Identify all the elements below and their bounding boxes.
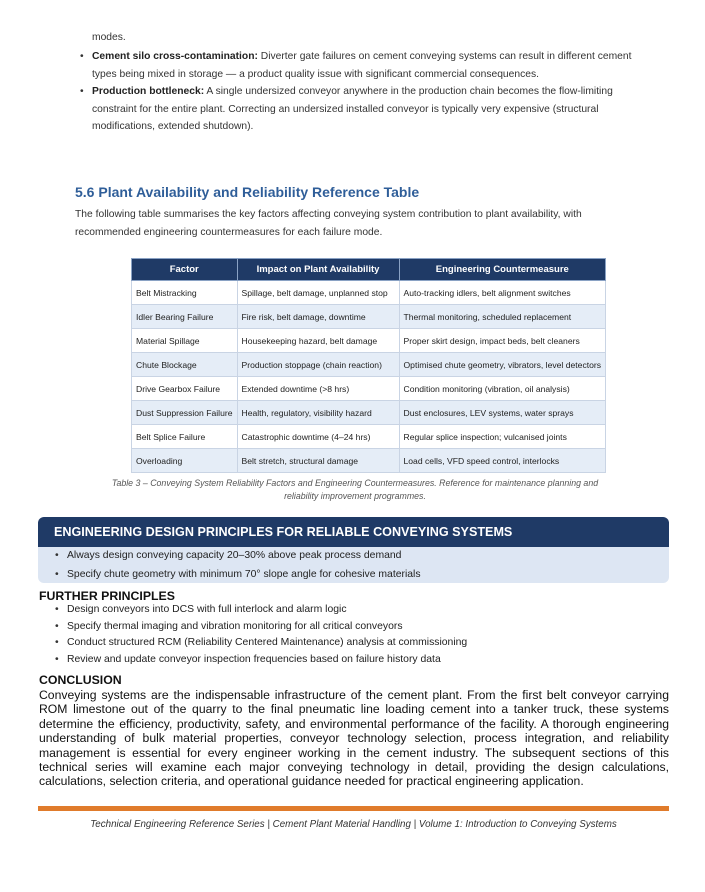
table-cell: Dust enclosures, LEV systems, water sprays <box>399 401 606 425</box>
banner-list <box>50 546 421 584</box>
table-cell: Condition monitoring (vibration, oil analysis) <box>399 377 606 401</box>
table-cell: Regular splice inspection; vulcanised joints <box>399 425 606 449</box>
table-cell: Dust Suppression Failure <box>132 401 238 425</box>
footer-rule <box>38 806 669 811</box>
table-row <box>132 305 606 329</box>
table-cell: Belt Mistracking <box>132 281 238 305</box>
list-item: • Specify thermal imaging and vibration monitoring for all critical conveyors <box>50 619 650 636</box>
table-cell: Health, regulatory, visibility hazard <box>237 401 399 425</box>
conclusion-heading: CONCLUSION <box>39 673 122 687</box>
table-row <box>132 449 606 473</box>
footer-text: Technical Engineering Reference Series | Cement Plant Material Handling | Volume 1: Introduction to Conveying Systems <box>90 819 617 830</box>
table-cell: Housekeeping hazard, belt damage <box>237 329 399 353</box>
caption-line: Table 3 – Conveying System Reliability Factors and Engineering Countermeasures. Reference for maintenance planning and <box>111 478 599 488</box>
column-header-countermeasure: Engineering Countermeasure <box>399 259 606 281</box>
table-cell: Production stoppage (chain reaction) <box>237 353 399 377</box>
conclusion-text: Conveying systems are the indispensable infrastructure of the cement plant. From the first belt conveyor carrying ROM limestone out of the quarry to the final pneumatic line loading cement into a tanker truck, these systems determine the efficiency, productivity, safety, and environmental performance of the facility. A thorough engineering understanding of bulk material properties, conveyor technology selection, process integration, and reliability management is essential for every engineer working in the cement industry. The subsequent sections of this technical series will examine each major conveying technology in detail, providing the design calculations, calculations, selection criteria, and operational guidance needed for practical engineering application. <box>39 688 669 789</box>
table-row <box>132 281 606 305</box>
column-header-impact: Impact on Plant Availability <box>237 259 399 281</box>
table-cell: Thermal monitoring, scheduled replacement <box>399 305 606 329</box>
banner-title: ENGINEERING DESIGN PRINCIPLES FOR RELIABLE CONVEYING SYSTEMS <box>54 525 513 539</box>
list-item: • Review and update conveyor inspection frequencies based on failure history data <box>50 652 650 669</box>
further-principles-list <box>50 602 650 668</box>
table-cell: Proper skirt design, impact beds, belt cleaners <box>399 329 606 353</box>
banner-body <box>38 547 669 583</box>
column-header-factor: Factor <box>132 259 238 281</box>
table-cell: Auto-tracking idlers, belt alignment switches <box>399 281 606 305</box>
section-title: 5.6 Plant Availability and Reliability Reference Table <box>75 184 420 200</box>
bullet-lead: Production bottleneck: <box>92 86 205 97</box>
table-row <box>132 425 606 449</box>
table-cell: Fire risk, belt damage, downtime <box>237 305 399 329</box>
section-intro: The following table summarises the key factors affecting conveying system contribution to plant availability, with recommended engineering countermeasures for each failure mode. <box>75 209 582 238</box>
table-cell: Overloading <box>132 449 238 473</box>
table-cell: Belt stretch, structural damage <box>237 449 399 473</box>
list-item: • Design conveyors into DCS with full interlock and alarm logic <box>50 602 650 619</box>
reliability-table <box>131 258 606 473</box>
table-cell: Catastrophic downtime (4–24 hrs) <box>237 425 399 449</box>
table-cell: Belt Splice Failure <box>132 425 238 449</box>
bullet-text: Diverter gate failures on cement conveying systems can result in different cement types being mixed in storage — a product quality issue with significant commercial consequences. <box>92 51 632 80</box>
table-cell: Spillage, belt damage, unplanned stop <box>237 281 399 305</box>
table-row <box>132 329 606 353</box>
table-cell: Drive Gearbox Failure <box>132 377 238 401</box>
table-cell: Load cells, VFD speed control, interlocks <box>399 449 606 473</box>
risk-bullet-list <box>75 48 635 136</box>
list-item: • Always design conveying capacity 20–30% above peak process demand <box>50 546 421 565</box>
table-header-row <box>132 259 606 281</box>
table-cell: Optimised chute geometry, vibrators, level detectors <box>399 353 606 377</box>
bullet-lead: Cement silo cross-contamination: <box>92 51 258 62</box>
table-cell: Material Spillage <box>132 329 238 353</box>
further-principles-heading: FURTHER PRINCIPLES <box>39 589 175 603</box>
table-row <box>132 377 606 401</box>
table-cell: Extended downtime (>8 hrs) <box>237 377 399 401</box>
table-row <box>132 401 606 425</box>
list-item <box>75 48 635 83</box>
intro-tail: modes. <box>92 32 126 43</box>
list-item: • Conduct structured RCM (Reliability Centered Maintenance) analysis at commissioning <box>50 635 650 652</box>
table-row <box>132 353 606 377</box>
table-caption <box>60 477 650 503</box>
design-principles-banner <box>38 517 669 547</box>
table-cell: Idler Bearing Failure <box>132 305 238 329</box>
table-cell: Chute Blockage <box>132 353 238 377</box>
caption-line: reliability improvement programmes. <box>284 491 426 501</box>
bullet-text: A single undersized conveyor anywhere in the production chain becomes the flow-limiting constraint for the entire plant. Correcting an undersized installed conveyor is typically very expensive (structural modifications, extended shutdown). <box>92 86 613 132</box>
list-item <box>75 83 635 136</box>
list-item: • Specify chute geometry with minimum 70° slope angle for cohesive materials <box>50 565 421 584</box>
